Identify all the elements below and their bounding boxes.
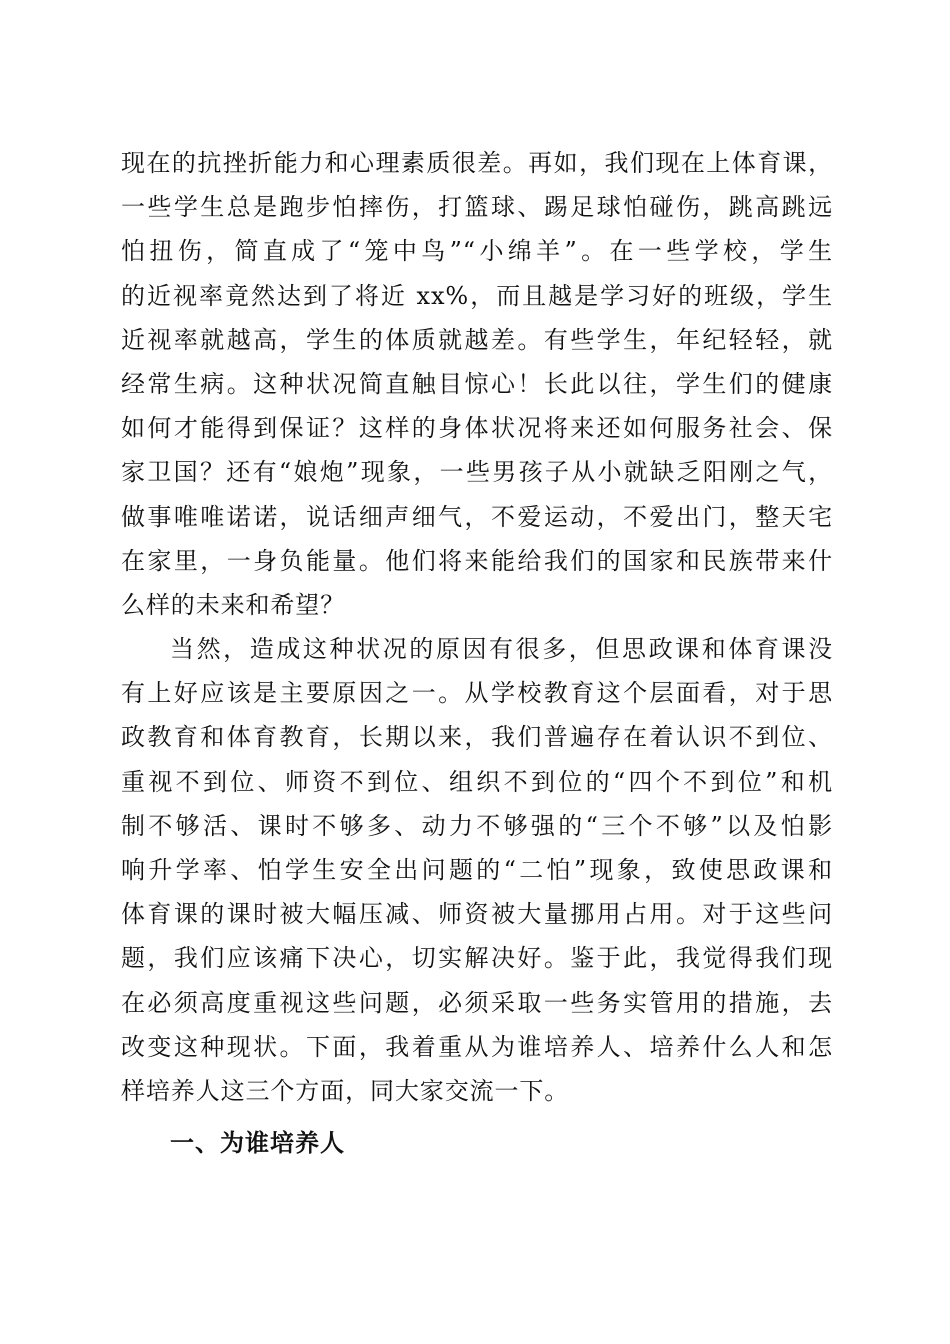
text-line: 怕扭伤，简直成了“笼中鸟”“小绵羊”。在一些学校，学生 [121,237,833,266]
text-line: 么样的未来和希望？ [121,590,346,619]
text-line: 样培养人这三个方面，同大家交流一下。 [121,1076,570,1105]
section-heading: 一、为谁培养人 [170,1129,345,1157]
text-line: 制不够活、课时不够多、动力不够强的“三个不够”以及怕影 [121,811,833,840]
text-line: 有上好应该是主要原因之一。从学校教育这个层面看，对于思 [121,679,833,708]
text-line: 经常生病。这种状况简直触目惊心！长此以往，学生们的健康 [121,369,833,398]
text-line: 政教育和体育教育，长期以来，我们普遍存在着认识不到位、 [121,723,833,752]
text-line: 现在的抗挫折能力和心理素质很差。再如，我们现在上体育课， [121,149,833,177]
text-line: 重视不到位、师资不到位、组织不到位的“四个不到位”和机 [121,767,833,796]
text-line: 一些学生总是跑步怕摔伤，打篮球、踢足球怕碰伤，跳高跳远 [121,193,833,222]
text-line: 当然，造成这种状况的原因有很多，但思政课和体育课没 [170,635,833,664]
text-line: 响升学率、怕学生安全出问题的“二怕”现象，致使思政课和 [121,856,833,884]
document-body [121,141,833,1113]
text-line: 做事唯唯诺诺，说话细声细气，不爱运动，不爱出门，整天宅 [121,502,833,531]
text-line: 的近视率竟然达到了将近 xx%，而且越是学习好的班级，学生 [121,281,833,310]
text-line: 体育课的课时被大幅压减、师资被大量挪用占用。对于这些问 [121,900,833,929]
text-line: 家卫国？还有“娘炮”现象，一些男孩子从小就缺乏阳刚之气， [121,458,833,487]
text-line: 如何才能得到保证？这样的身体状况将来还如何服务社会、保 [121,414,833,443]
text-line: 近视率就越高，学生的体质就越差。有些学生，年纪轻轻，就 [121,325,833,354]
text-line: 改变这种现状。下面，我着重从为谁培养人、培养什么人和怎 [121,1032,833,1061]
text-line: 题，我们应该痛下决心，切实解决好。鉴于此，我觉得我们现 [121,944,833,973]
text-line: 在必须高度重视这些问题，必须采取一些务实管用的措施，去 [121,988,833,1017]
paragraph [121,627,833,1113]
paragraph [121,141,833,627]
text-line: 在家里，一身负能量。他们将来能给我们的国家和民族带来什 [121,546,833,575]
